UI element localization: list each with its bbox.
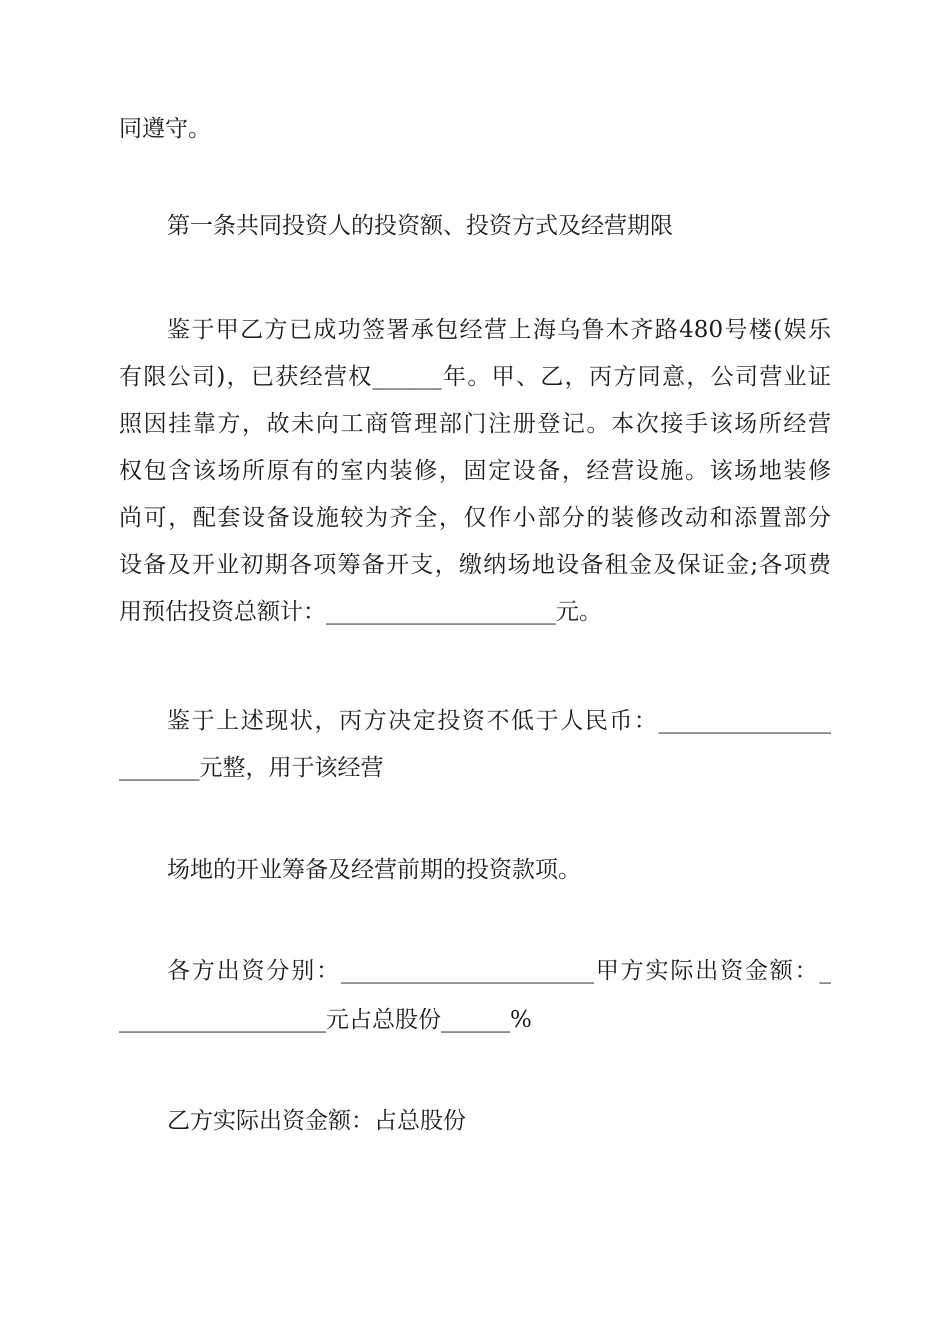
paragraph-2-line-4: 尚可，配套设备设施较为齐全，仅作小部分的装修改动和添置部分: [119, 505, 831, 531]
section-heading: 第一条共同投资人的投资额、投资方式及经营期限: [167, 213, 673, 239]
paragraph-6-line-0: 乙方实际出资金额：占总股份: [167, 1108, 466, 1134]
paragraph-5-line-1: __________________元占总股份______%: [119, 1007, 532, 1033]
paragraph-4-line-0: 场地的开业筹备及经营前期的投资款项。: [167, 857, 581, 883]
paragraph-2-line-5: 设备及开业初期各项筹备开支，缴纳场地设备租金及保证金;各项费: [119, 552, 831, 578]
paragraph-2-line-6: 用预估投资总额计：____________________元。: [119, 599, 602, 625]
paragraph-2-line-2: 照因挂靠方，故未向工商管理部门注册登记。本次接手该场所经营: [119, 411, 831, 437]
paragraph-3-line-0: 鉴于上述现状，丙方决定投资不低于人民币：_______________: [167, 708, 831, 734]
paragraph-5-line-0: 各方出资分别：______________________甲方实际出资金额：_: [167, 958, 831, 984]
paragraph-0-line-0: 同遵守。: [119, 116, 211, 142]
paragraph-3-line-1: _______元整，用于该经营: [119, 755, 384, 781]
paragraph-2-line-1: 有限公司)，已获经营权______年。甲、乙，丙方同意，公司营业证: [119, 364, 831, 390]
paragraph-2-line-0: 鉴于甲乙方已成功签署承包经营上海乌鲁木齐路480号楼(娱乐: [167, 317, 831, 343]
paragraph-2-line-3: 权包含该场所原有的室内装修，固定设备，经营设施。该场地装修: [119, 458, 831, 484]
